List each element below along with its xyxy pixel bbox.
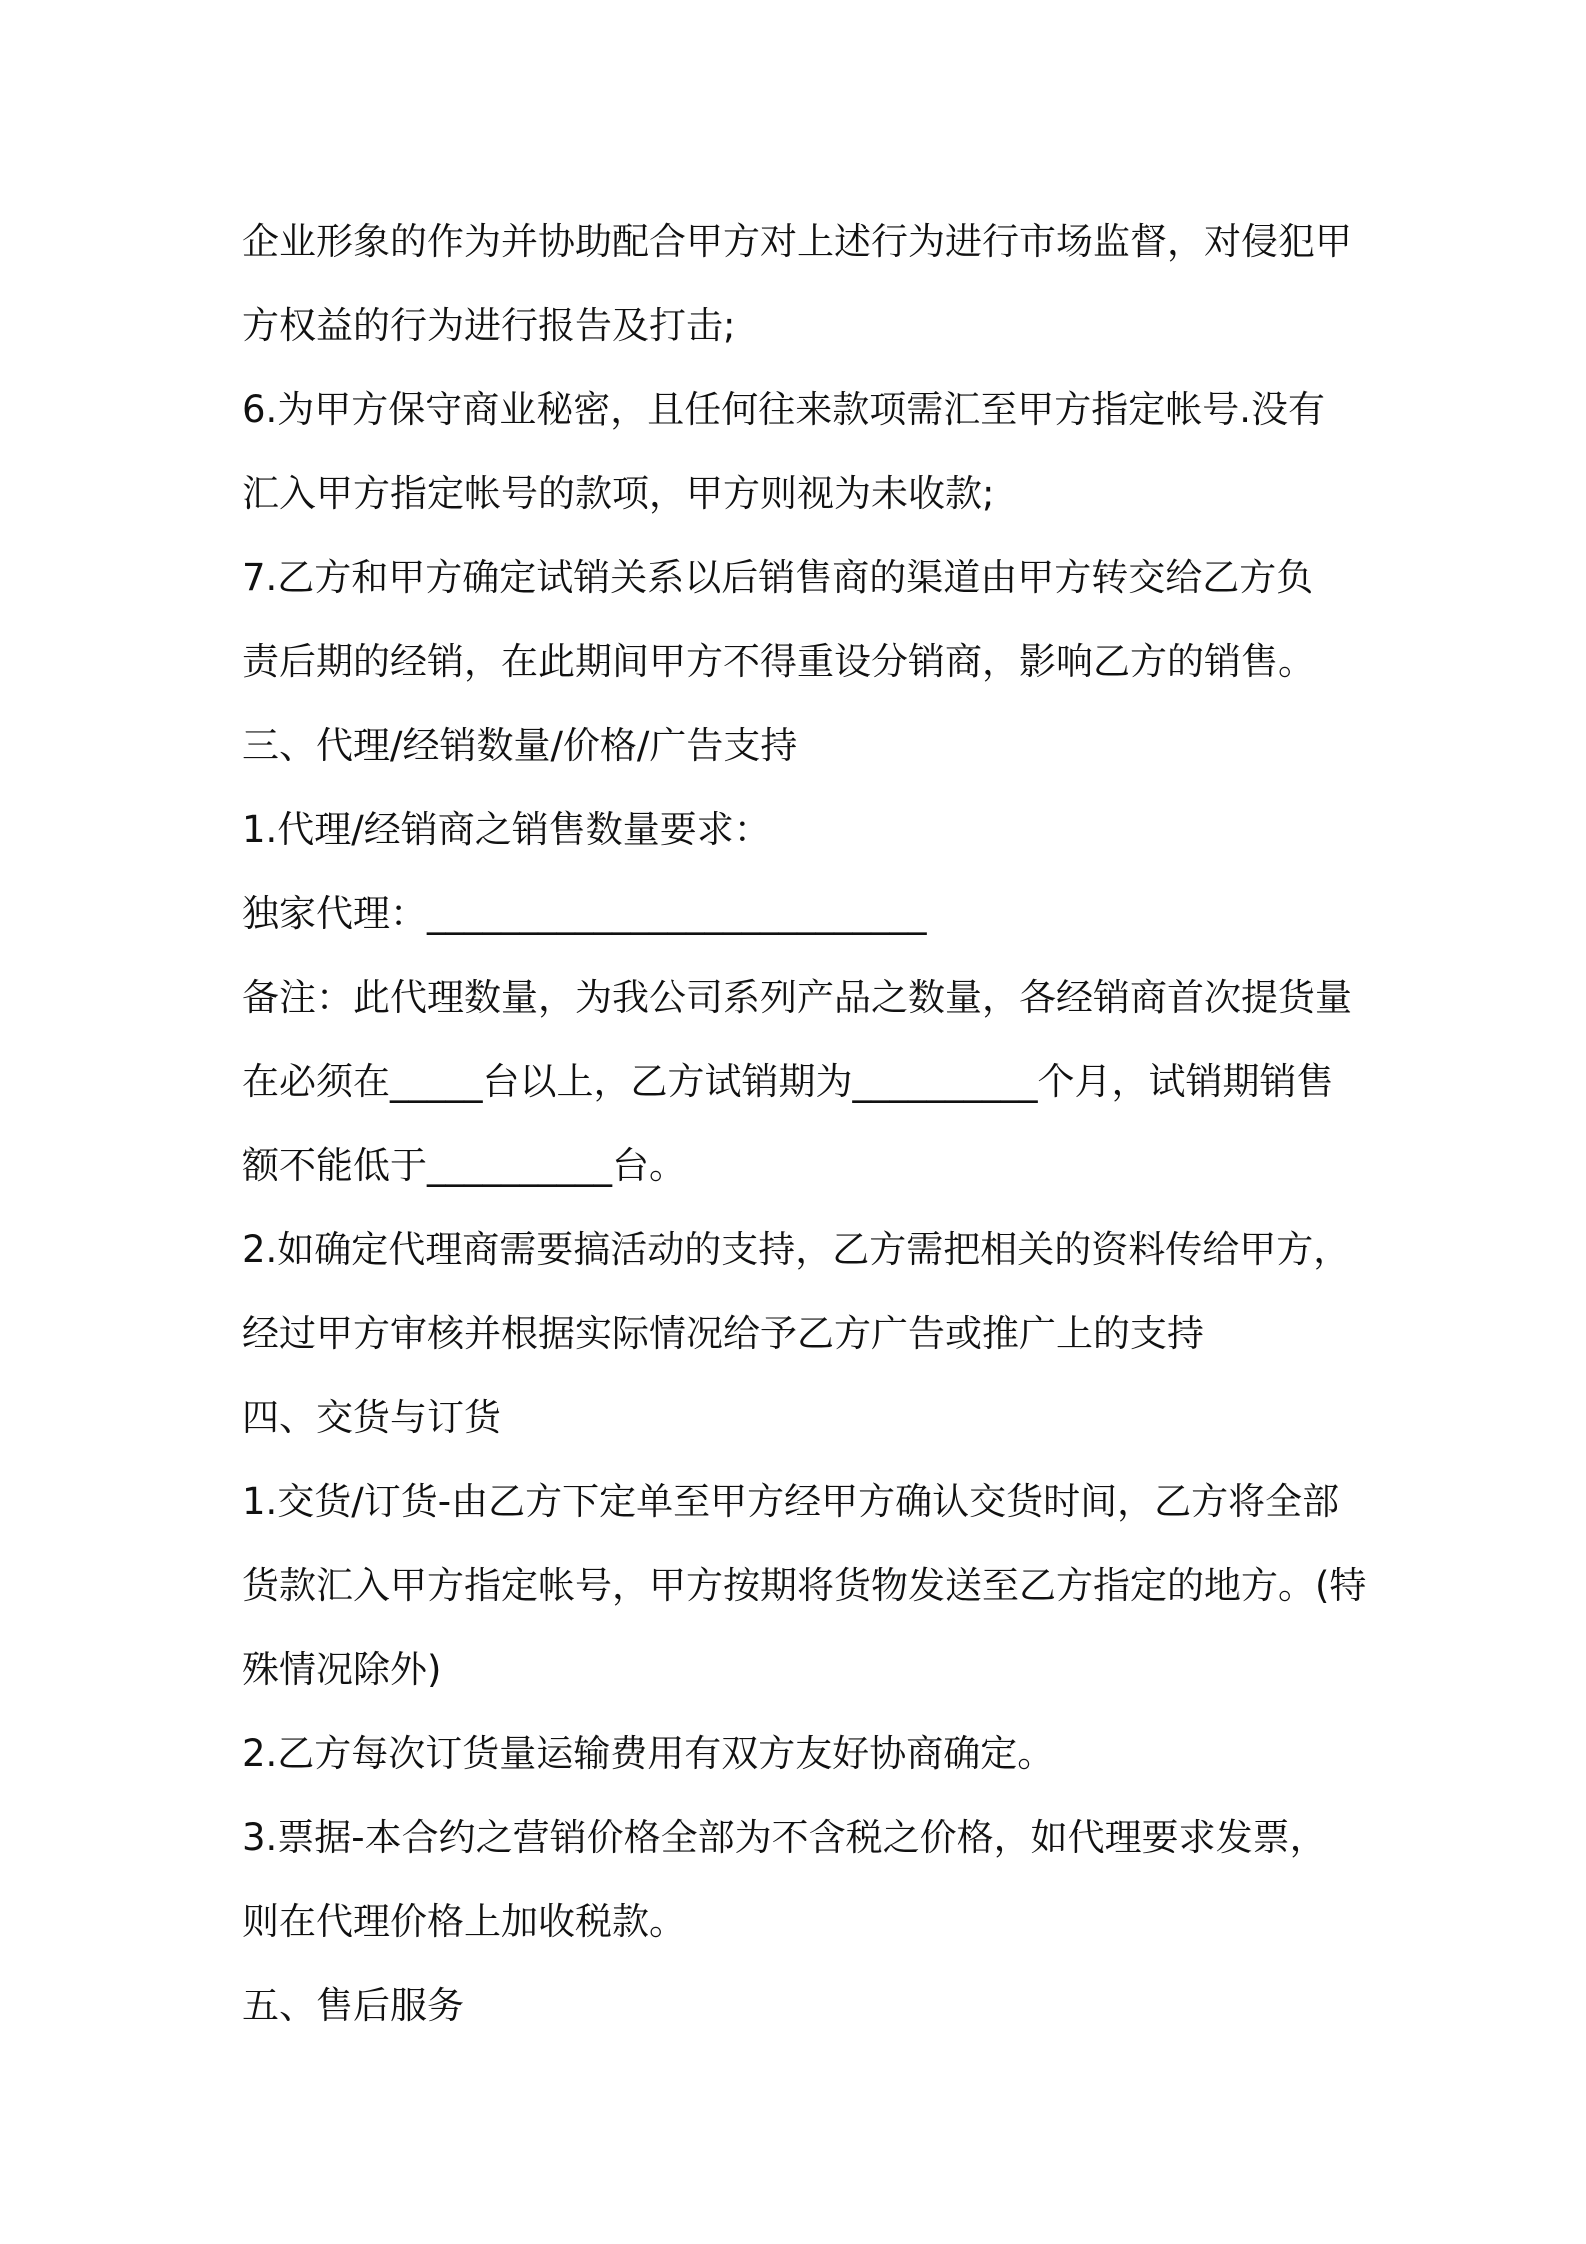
paragraph-line: 汇入甲方指定帐号的款项，甲方则视为未收款; bbox=[242, 472, 995, 515]
paragraph-line: 责后期的经销，在此期间甲方不得重设分销商，影响乙方的销售。 bbox=[242, 640, 1315, 683]
section-heading: 四、交货与订货 bbox=[242, 1396, 501, 1439]
section-heading: 三、代理/经销数量/价格/广告支持 bbox=[242, 724, 798, 767]
paragraph-line: 2.如确定代理商需要搞活动的支持，乙方需把相关的资料传给甲方， bbox=[242, 1228, 1351, 1271]
paragraph-line: 方权益的行为进行报告及打击; bbox=[242, 304, 736, 347]
paragraph-line: 货款汇入甲方指定帐号，甲方按期将货物发送至乙方指定的地方。(特 bbox=[242, 1564, 1367, 1607]
paragraph-line: 独家代理：___________________________ bbox=[242, 892, 927, 935]
paragraph-line: 1.交货/订货-由乙方下定单至甲方经甲方确认交货时间，乙方将全部 bbox=[242, 1480, 1340, 1523]
paragraph-line: 6.为甲方保守商业秘密，且任何往来款项需汇至甲方指定帐号.没有 bbox=[242, 388, 1326, 431]
section-heading: 五、售后服务 bbox=[242, 1984, 464, 2027]
paragraph-line: 1.代理/经销商之销售数量要求： bbox=[242, 808, 771, 851]
paragraph-line: 备注：此代理数量，为我公司系列产品之数量，各经销商首次提货量 bbox=[242, 976, 1352, 1019]
document-body bbox=[242, 200, 1367, 2048]
paragraph-line: 经过甲方审核并根据实际情况给予乙方广告或推广上的支持 bbox=[242, 1312, 1204, 1355]
paragraph-line: 3.票据-本合约之营销价格全部为不含税之价格，如代理要求发票， bbox=[242, 1816, 1327, 1859]
paragraph-line: 7.乙方和甲方确定试销关系以后销售商的渠道由甲方转交给乙方负 bbox=[242, 556, 1314, 599]
paragraph-line: 则在代理价格上加收税款。 bbox=[242, 1900, 686, 1943]
paragraph-line: 企业形象的作为并协助配合甲方对上述行为进行市场监督，对侵犯甲 bbox=[242, 220, 1352, 263]
paragraph-line: 殊情况除外) bbox=[242, 1648, 442, 1691]
paragraph-line: 2.乙方每次订货量运输费用有双方友好协商确定。 bbox=[242, 1732, 1055, 1775]
paragraph-line: 额不能低于__________台。 bbox=[242, 1144, 686, 1187]
paragraph-line: 在必须在_____台以上，乙方试销期为__________个月，试销期销售 bbox=[242, 1060, 1334, 1103]
